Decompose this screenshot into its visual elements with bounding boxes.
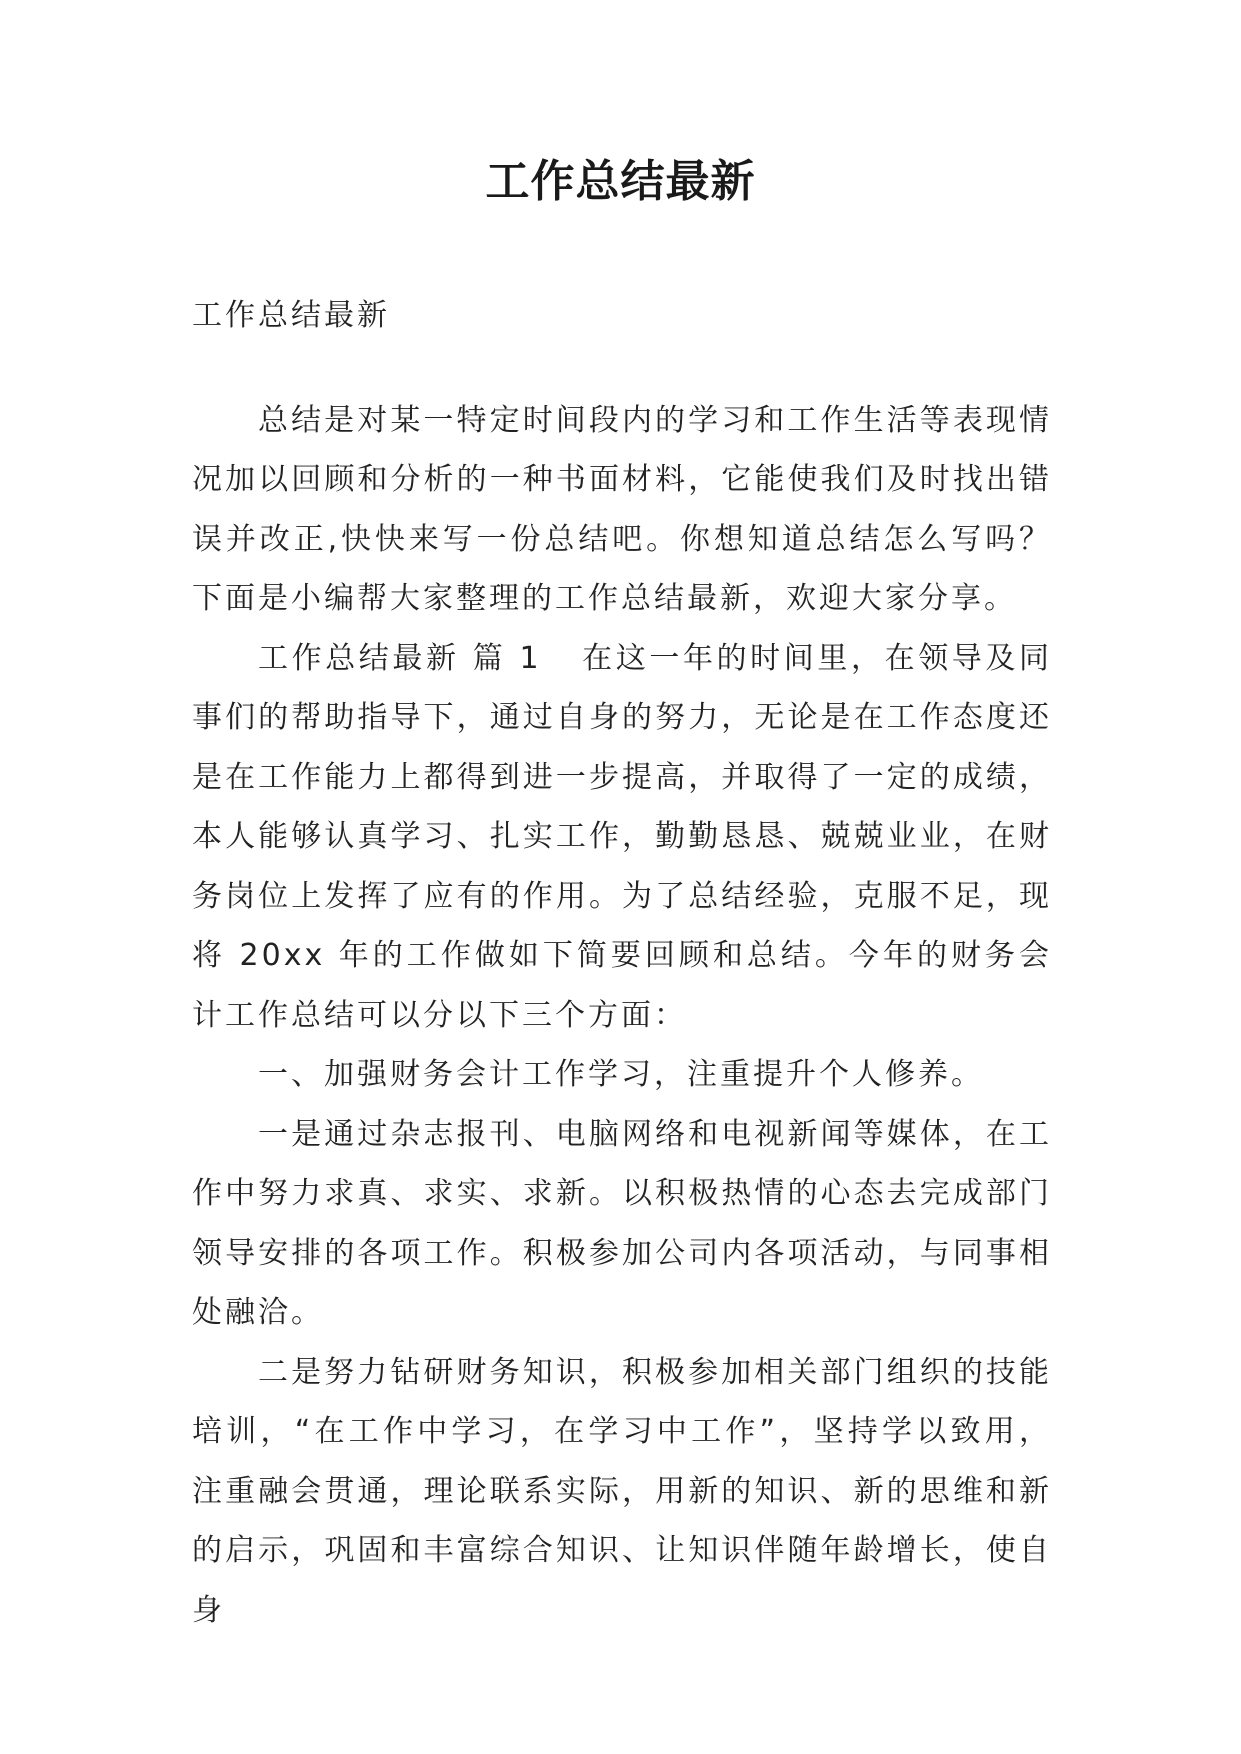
section-1-text: 在这一年的时间里，在领导及同事们的帮助指导下，通过自身的努力，无论是在工作态度还是在工作能力上都得到进一步提高，并取得了一定的成绩，本人能够认真学习、扎实工作，勤勤恳恳、兢兢业业，在财务岗位上发挥了应有的作用。为了总结经验，克服不足，现将 20xx 年的工作做如下简要回顾和总结。今年的财务会计工作总结可以分以下三个方面： [192,640,1052,1033]
document-subtitle: 工作总结最新 [192,298,390,333]
heading-1-paragraph: 一、加强财务会计工作学习，注重提升个人修养。 [258,1057,984,1092]
document-body [192,286,1052,1640]
point-2-paragraph: 二是努力钻研财务知识，积极参加相关部门组织的技能培训，“在工作中学习，在学习中工作”，坚持学以致用，注重融会贯通，理论联系实际，用新的知识、新的思维和新的启示，巩固和丰富综合知识、让知识伴随年龄增长，使自身 [192,1354,1052,1628]
section-1-label: 工作总结最新 篇 1 [258,640,542,676]
section-1-paragraph [192,629,1052,1046]
document-title: 工作总结最新 [485,156,756,207]
intro-paragraph: 总结是对某一特定时间段内的学习和工作生活等表现情况加以回顾和分析的一种书面材料，它能使我们及时找出错误并改正,快快来写一份总结吧。你想知道总结怎么写吗？下面是小编帮大家整理的工作总结最新，欢迎大家分享。 [192,402,1052,616]
point-1-paragraph: 一是通过杂志报刊、电脑网络和电视新闻等媒体，在工作中努力求真、求实、求新。以积极热情的心态去完成部门领导安排的各项工作。积极参加公司内各项活动，与同事相处融洽。 [192,1116,1052,1330]
